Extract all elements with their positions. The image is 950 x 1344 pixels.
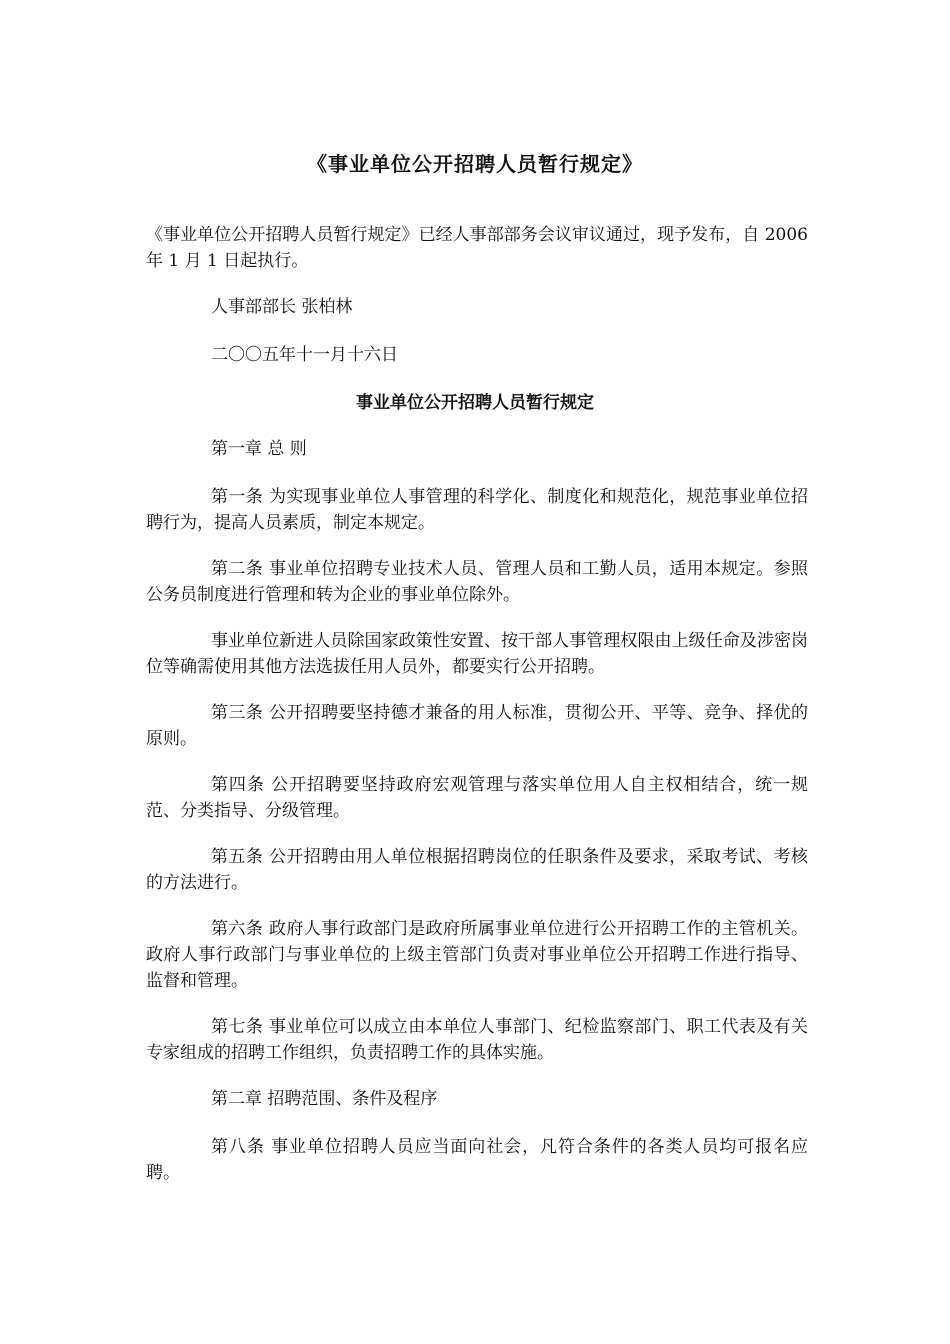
- date-line: 二〇〇五年十一月十六日: [211, 345, 398, 365]
- chapter-heading-1: 第一章 总 则: [211, 439, 307, 459]
- article-6: 第六条 政府人事行政部门是政府所属事业单位进行公开招聘工作的主管机关。政府人事行政部门与事业单位的上级主管部门负责对事业单位公开招聘工作进行指导、监督和管理。: [146, 919, 808, 991]
- article-3: 第三条 公开招聘要坚持德才兼备的用人标准，贯彻公开、平等、竞争、择优的原则。: [146, 703, 808, 749]
- article-2: 第二条 事业单位招聘专业技术人员、管理人员和工勤人员，适用本规定。参照公务员制度进行管理和转为企业的事业单位除外。: [146, 559, 808, 605]
- document-title: 《事业单位公开招聘人员暂行规定》: [307, 152, 643, 176]
- article-4: 第四条 公开招聘要坚持政府宏观管理与落实单位用人自主权相结合，统一规范、分类指导、分级管理。: [146, 775, 808, 821]
- signer-line: 人事部部长 张柏林: [211, 297, 353, 317]
- chapter-heading-2: 第二章 招聘范围、条件及程序: [211, 1089, 438, 1109]
- intro-paragraph: 《事业单位公开招聘人员暂行规定》已经人事部部务会议审议通过，现予发布，自 2006 年 1 月 1 日起执行。: [146, 225, 808, 271]
- regulation-subtitle: 事业单位公开招聘人员暂行规定: [356, 393, 594, 413]
- article-1: 第一条 为实现事业单位人事管理的科学化、制度化和规范化，规范事业单位招聘行为，提高人员素质，制定本规定。: [146, 487, 808, 533]
- article-2-paragraph-2: 事业单位新进人员除国家政策性安置、按干部人事管理权限由上级任命及涉密岗位等确需使用其他方法选拔任用人员外，都要实行公开招聘。: [146, 631, 808, 677]
- article-5: 第五条 公开招聘由用人单位根据招聘岗位的任职条件及要求，采取考试、考核的方法进行。: [146, 847, 808, 893]
- article-8: 第八条 事业单位招聘人员应当面向社会，凡符合条件的各类人员均可报名应聘。: [146, 1137, 808, 1183]
- article-7: 第七条 事业单位可以成立由本单位人事部门、纪检监察部门、职工代表及有关专家组成的招聘工作组织，负责招聘工作的具体实施。: [146, 1017, 808, 1063]
